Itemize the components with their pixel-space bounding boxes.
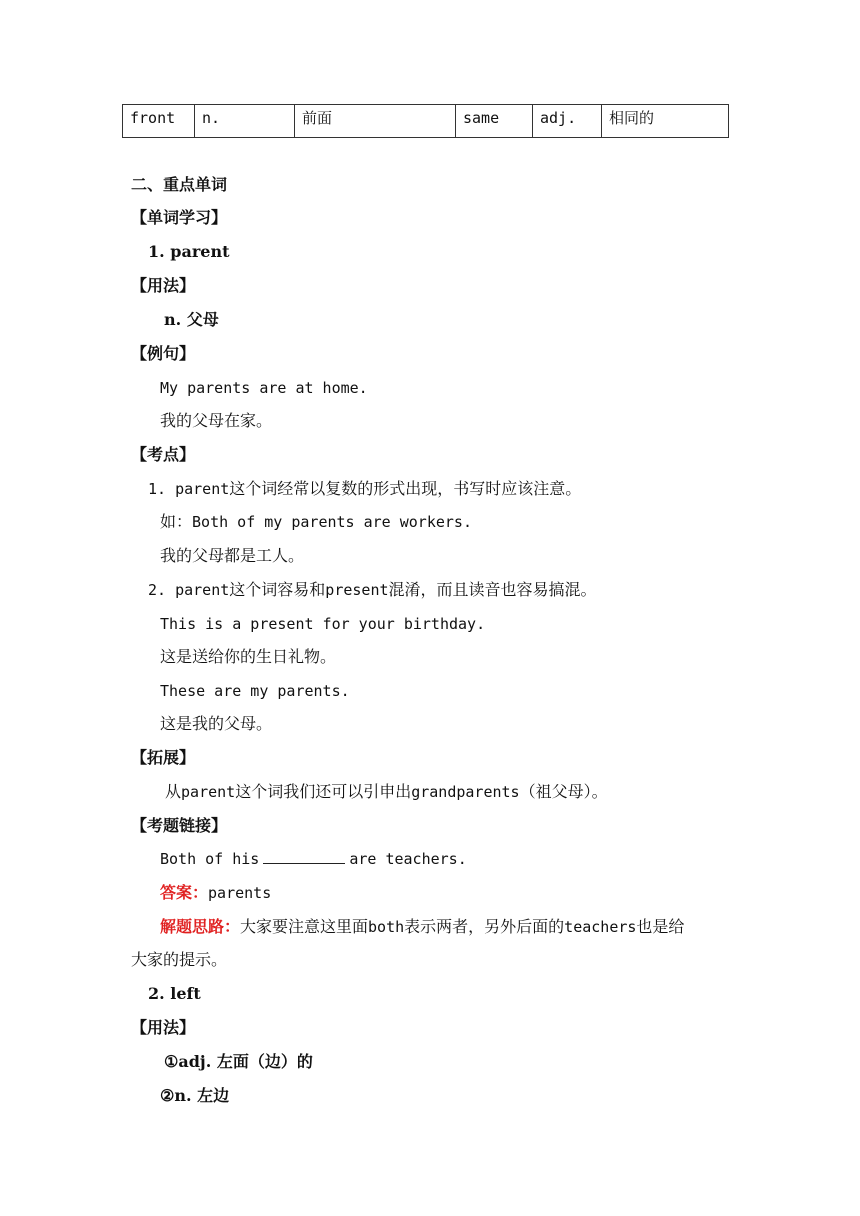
explanation-part: 大家要注意这里面 [240,917,369,936]
exam-link-heading: 【考题链接】 [131,816,228,835]
explanation-label: 解题思路： [160,917,241,936]
explanation-part: 也是给 [636,917,685,936]
keyword: parent [175,581,230,599]
usage-heading: 【用法】 [131,276,196,295]
expand-heading: 【拓展】 [131,748,196,767]
example-chinese: 我的父母在家。 [160,411,273,430]
example-english: This is a present for your birthday. [160,615,486,633]
example-english: My parents are at home. [160,379,368,397]
answer-value: parents [208,884,272,902]
answer-label: 答案： [160,883,209,902]
table-cell: front [123,105,195,138]
example-heading: 【例句】 [131,344,196,363]
point-text: 混淆，而且读音也容易搞混。 [388,580,597,599]
expand-part: 这个词我们还可以引申出 [235,782,412,801]
example-chinese: 这是我的父母。 [160,714,273,733]
table-row [123,105,729,138]
keyword: parent [175,480,230,498]
exam-question [160,849,467,869]
expand-text [165,782,608,802]
table-cell: adj. [533,105,602,138]
usage-item: n. 父母 [164,310,219,329]
expand-part: 从 [165,782,182,801]
example-prefix: 如： [160,512,193,531]
question-part: are teachers. [349,850,467,868]
point-text: 这个词容易和 [229,580,326,599]
table-cell: 前面 [295,105,456,138]
explanation-line [160,917,684,937]
keyword: grandparents [411,783,520,801]
table-cell: same [456,105,533,138]
keyword: both [368,918,405,936]
expand-part: （祖父母）。 [519,782,608,801]
usage-heading: 【用法】 [131,1018,196,1037]
table-cell: 相同的 [602,105,729,138]
point-number: 1. [148,480,176,498]
word-heading: 1. parent [148,242,230,261]
explanation-part: 表示两者，另外后面的 [404,917,565,936]
question-part: Both of his [160,850,260,868]
answer-line [160,883,271,903]
example-chinese: 这是送给你的生日礼物。 [160,647,337,666]
keyword: parent [181,783,236,801]
explanation-continued: 大家的提示。 [131,950,228,969]
example-english: Both of my parents are workers. [192,513,472,531]
example-english: These are my parents. [160,682,350,700]
section-title: 二、重点单词 [131,175,228,194]
word-study-heading: 【单词学习】 [131,208,228,227]
test-point-2 [148,580,597,600]
point-number: 2. [148,581,176,599]
test-point-1-example [160,512,472,532]
table-cell: n. [195,105,295,138]
example-chinese: 我的父母都是工人。 [160,546,305,565]
usage-item: ①adj. 左面（边）的 [164,1052,313,1071]
word-heading: 2. left [148,984,201,1003]
test-point-heading: 【考点】 [131,445,196,464]
answer-blank [263,849,345,864]
test-point-1 [148,479,581,499]
keyword: present [325,581,389,599]
point-text: 这个词经常以复数的形式出现，书写时应该注意。 [229,479,582,498]
usage-item: ②n. 左边 [160,1086,230,1105]
vocab-table [122,104,729,138]
keyword: teachers [564,918,637,936]
